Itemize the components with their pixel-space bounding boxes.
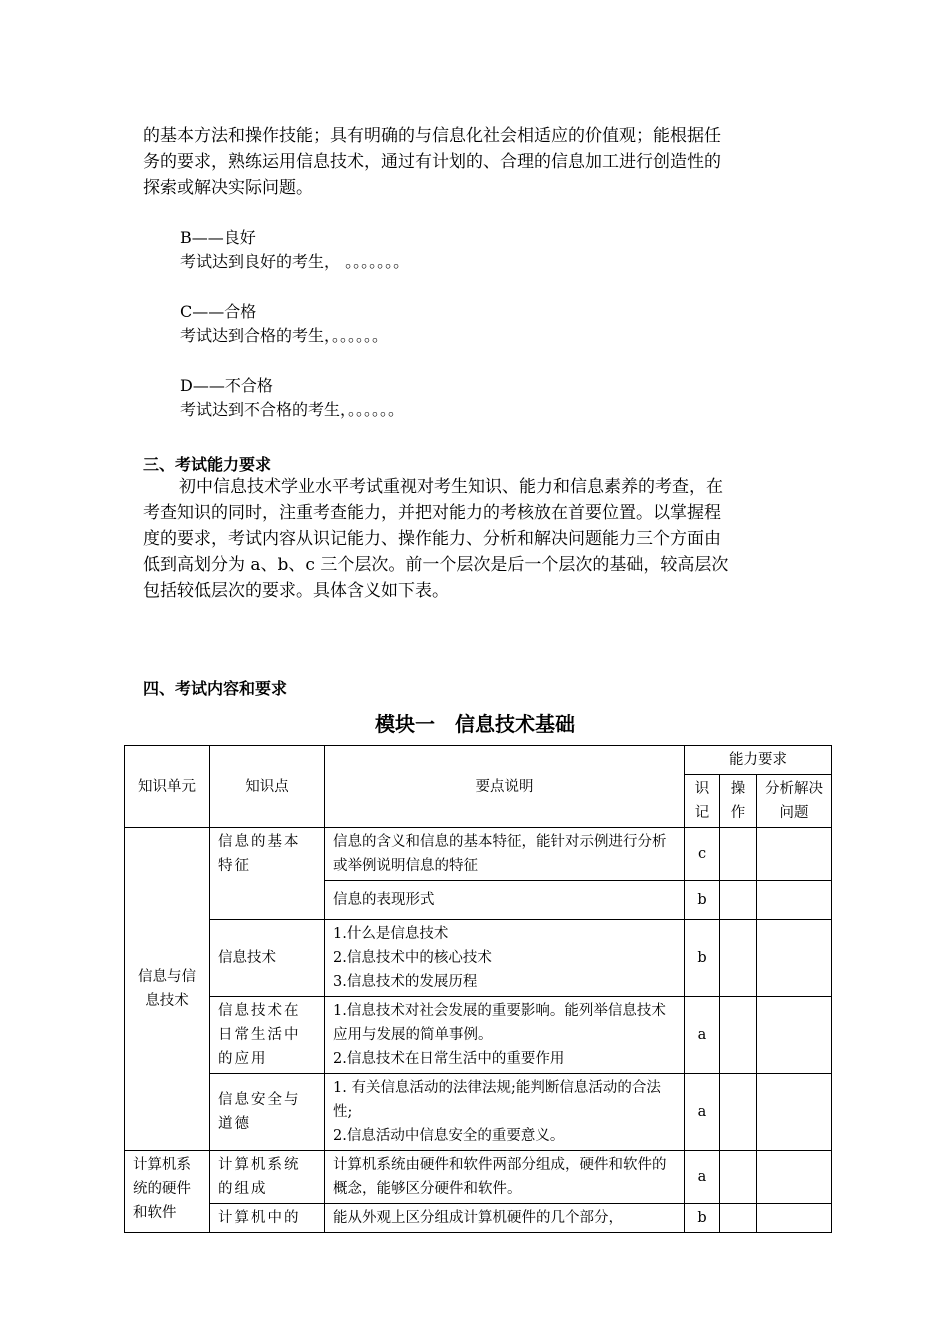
point-cell: 信息的基本特征 bbox=[210, 828, 325, 920]
level-cell: c bbox=[685, 828, 720, 881]
header-desc: 要点说明 bbox=[325, 746, 685, 828]
module-title: 模块一 信息技术基础 bbox=[375, 712, 575, 736]
section3-line: 考查知识的同时，注重考查能力，并把对能力的考核放在首要位置。以掌握程 bbox=[143, 503, 721, 523]
operate-cell bbox=[720, 997, 757, 1074]
grade-desc: 考试达到合格的考生，。。。。。。 bbox=[180, 326, 389, 345]
requirements-table bbox=[124, 745, 832, 1233]
table-row bbox=[125, 1204, 832, 1233]
section3-line: 初中信息技术学业水平考试重视对考生知识、能力和信息素养的考查，在 bbox=[179, 477, 723, 497]
table-header-row bbox=[125, 746, 832, 775]
level-cell: a bbox=[685, 1151, 720, 1204]
operate-cell bbox=[720, 1074, 757, 1151]
grade-label: C——合格 bbox=[180, 302, 257, 321]
analyze-cell bbox=[757, 920, 832, 997]
point-cell: 信息安全与道德 bbox=[210, 1074, 325, 1151]
intro-line: 的基本方法和操作技能；具有明确的与信息化社会相适应的价值观；能根据任 bbox=[143, 126, 721, 146]
section3-paragraph bbox=[143, 474, 811, 604]
desc-cell bbox=[325, 1204, 685, 1233]
desc-cell bbox=[325, 997, 685, 1074]
grade-desc: 考试达到不合格的考生，。。。。。。 bbox=[180, 400, 405, 419]
desc-cell bbox=[325, 828, 685, 881]
intro-paragraph bbox=[143, 123, 811, 201]
header-operate: 操作 bbox=[720, 775, 757, 828]
grade-b bbox=[180, 226, 409, 274]
grade-label: B——良好 bbox=[180, 228, 256, 247]
desc-line: 2.信息活动中信息安全的重要意义。 bbox=[333, 1128, 565, 1144]
table-row bbox=[125, 997, 832, 1074]
desc-line: 2.信息技术在日常生活中的重要作用 bbox=[333, 1051, 565, 1067]
analyze-cell bbox=[757, 881, 832, 920]
operate-cell bbox=[720, 881, 757, 920]
analyze-cell bbox=[757, 1151, 832, 1204]
operate-cell bbox=[720, 828, 757, 881]
level-cell: a bbox=[685, 997, 720, 1074]
grade-label: D——不合格 bbox=[180, 376, 273, 395]
operate-cell bbox=[720, 920, 757, 997]
grade-c bbox=[180, 300, 388, 348]
desc-line: 计算机系统由硬件和软件两部分组成，硬件和软件的概念，能够区分硬件和软件。 bbox=[333, 1157, 667, 1197]
section-heading: 三、考试能力要求 bbox=[143, 455, 272, 474]
desc-line: 1. 有关信息活动的法律法规;能判断信息活动的合法性; bbox=[333, 1080, 661, 1120]
desc-cell bbox=[325, 1074, 685, 1151]
operate-cell bbox=[720, 1151, 757, 1204]
table-row bbox=[125, 920, 832, 997]
point-cell: 信息技术在日常生活中的应用 bbox=[210, 997, 325, 1074]
intro-line: 务的要求，熟练运用信息技术，通过有计划的、合理的信息加工进行创造性的 bbox=[143, 152, 721, 172]
point-cell: 计算机中的 bbox=[210, 1204, 325, 1233]
level-cell: b bbox=[685, 881, 720, 920]
desc-cell bbox=[325, 920, 685, 997]
desc-cell bbox=[325, 1151, 685, 1204]
desc-line: 信息的含义和信息的基本特征，能针对示例进行分析或举例说明信息的特征 bbox=[333, 834, 667, 874]
level-cell: b bbox=[685, 1204, 720, 1233]
header-recall: 识记 bbox=[685, 775, 720, 828]
unit-cell: 计算机系统的硬件和软件 bbox=[125, 1151, 210, 1233]
grade-desc: 考试达到良好的考生， 。。。。。。。 bbox=[180, 252, 410, 271]
desc-line: 信息的表现形式 bbox=[333, 892, 435, 908]
desc-line: 能从外观上区分组成计算机硬件的几个部分， bbox=[333, 1210, 623, 1226]
grade-d bbox=[180, 374, 404, 422]
operate-cell bbox=[720, 1204, 757, 1233]
table-row bbox=[125, 1151, 832, 1204]
desc-line: 3.信息技术的发展历程 bbox=[333, 974, 478, 990]
point-cell: 信息技术 bbox=[210, 920, 325, 997]
desc-line: 1.什么是信息技术 bbox=[333, 926, 449, 942]
point-cell: 计算机系统的组成 bbox=[210, 1151, 325, 1204]
desc-cell bbox=[325, 881, 685, 920]
analyze-cell bbox=[757, 997, 832, 1074]
section3-line: 低到高划分为 a、b、c 三个层次。前一个层次是后一个层次的基础，较高层次 bbox=[143, 555, 729, 575]
unit-cell: 信息与信息技术 bbox=[125, 828, 210, 1151]
analyze-cell bbox=[757, 828, 832, 881]
desc-line: 2.信息技术中的核心技术 bbox=[333, 950, 492, 966]
level-cell: b bbox=[685, 920, 720, 997]
analyze-cell bbox=[757, 1074, 832, 1151]
intro-line: 探索或解决实际问题。 bbox=[143, 178, 313, 198]
table-row bbox=[125, 1074, 832, 1151]
section3-line: 包括较低层次的要求。具体含义如下表。 bbox=[143, 581, 449, 601]
header-analyze: 分析解决问题 bbox=[757, 775, 832, 828]
analyze-cell bbox=[757, 1204, 832, 1233]
header-ability: 能力要求 bbox=[685, 746, 832, 775]
section3-line: 度的要求，考试内容从识记能力、操作能力、分析和解决问题能力三个方面由 bbox=[143, 529, 721, 549]
header-unit: 知识单元 bbox=[125, 746, 210, 828]
desc-line: 1.信息技术对社会发展的重要影响。能列举信息技术应用与发展的简单事例。 bbox=[333, 1003, 666, 1043]
table-row bbox=[125, 828, 832, 881]
level-cell: a bbox=[685, 1074, 720, 1151]
section-heading: 四、考试内容和要求 bbox=[143, 679, 288, 698]
header-point: 知识点 bbox=[210, 746, 325, 828]
